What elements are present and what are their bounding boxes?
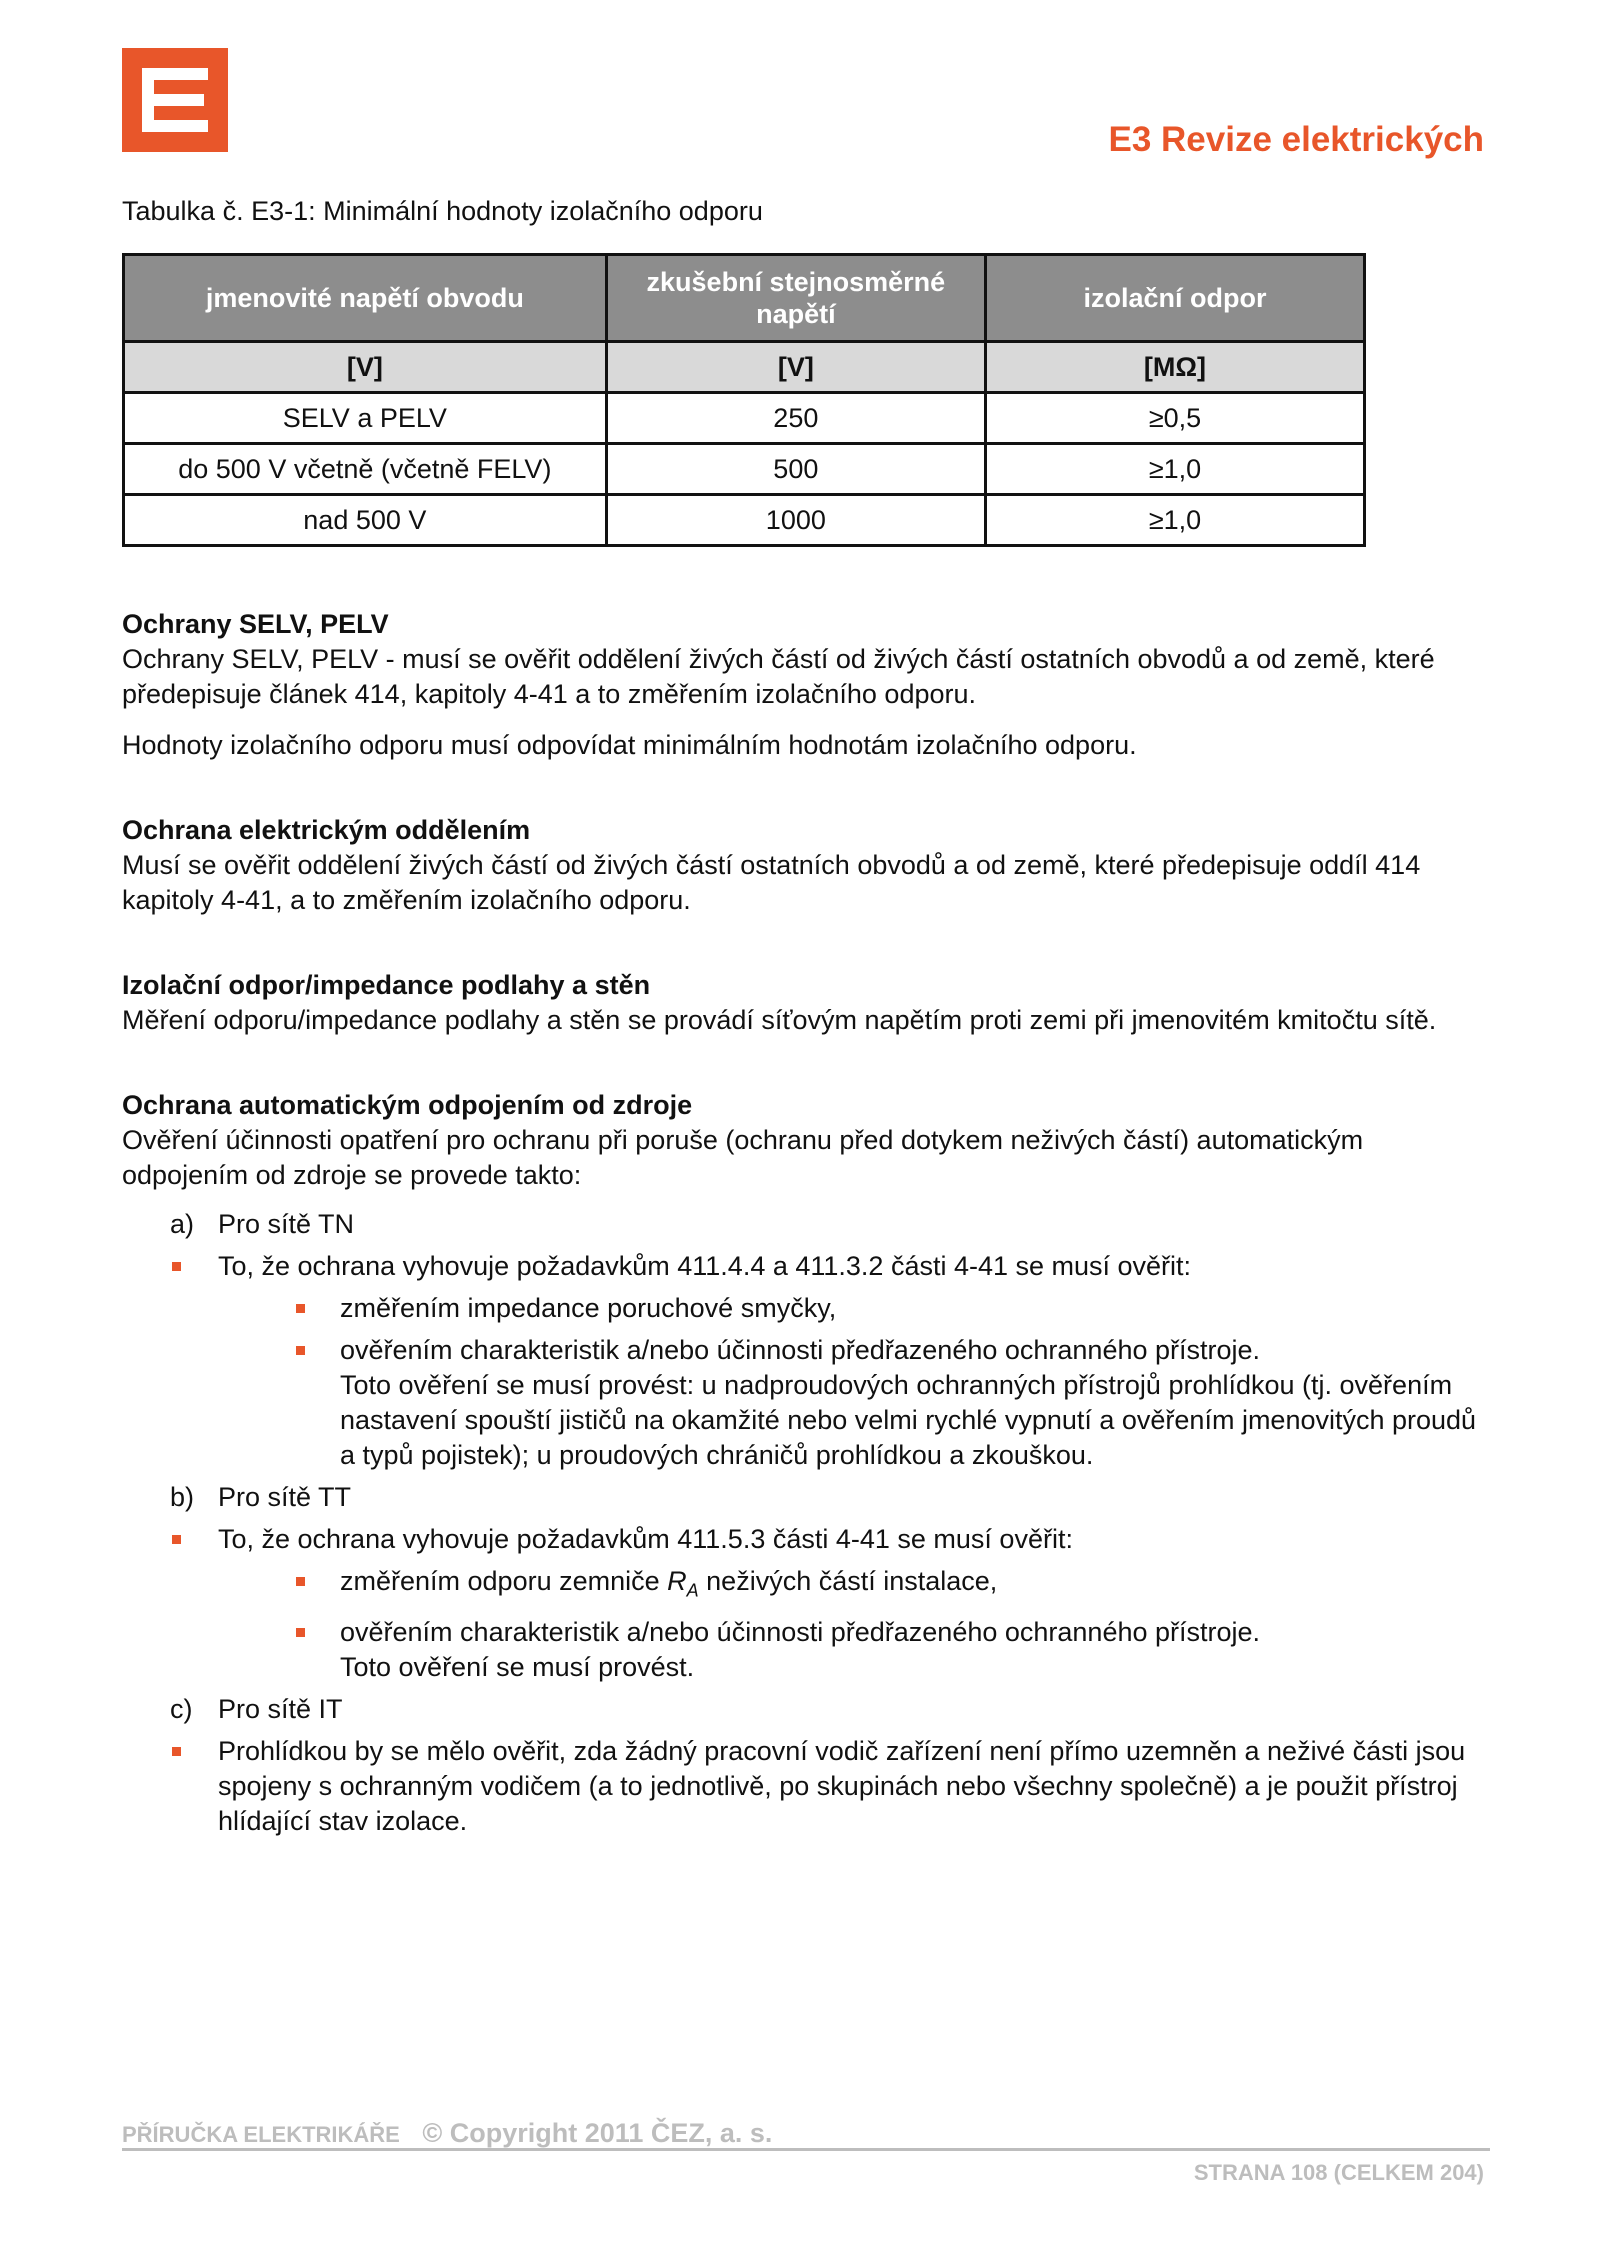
table-cell: 1000 (606, 495, 985, 546)
list-item (122, 1249, 1484, 1284)
table-cell: ≥1,0 (985, 444, 1364, 495)
square-bullet-icon (296, 1304, 305, 1313)
table-cell: ≥1,0 (985, 495, 1364, 546)
list-marker: b) (170, 1482, 195, 1512)
list-text: To, že ochrana vyhovuje požadavkům 411.4.4 a 411.3.2 části 4-41 se musí ověřit: (218, 1251, 1192, 1281)
footer-copyright: © Copyright 2011 ČEZ, a. s. (422, 2118, 773, 2148)
section-selv (122, 607, 1484, 763)
section-separation (122, 813, 1484, 918)
paragraph: Ochrany SELV, PELV - musí se ověřit oddělení živých částí od živých částí ostatních obvodů a od země, které předepisuje článek 414, kapitoly 4-41 a to změřením izolačního odporu. (122, 644, 1435, 709)
list-marker: c) (170, 1694, 193, 1725)
list-item (122, 1522, 1484, 1557)
table-row (124, 393, 1365, 444)
paragraph: Měření odporu/impedance podlahy a stěn se provádí síťovým napětím proti zemi při jmenovitém kmitočtu sítě. (122, 1005, 1437, 1035)
table-header-row (124, 255, 1365, 342)
header-title: E3 Revize elektrických (1108, 120, 1484, 159)
table-header-cell: zkušební stejnosměrné napětí (606, 255, 985, 342)
square-bullet-icon (296, 1628, 305, 1637)
symbol-subscript: A (686, 1580, 699, 1601)
list-text: změřením odporu zemniče $R_A$ neživých částí instalace, (340, 1566, 998, 1601)
table-unit-cell: [V] (606, 342, 985, 393)
table-cell: SELV a PELV (124, 393, 607, 444)
list-label: Pro sítě TT (218, 1482, 352, 1512)
square-bullet-icon (172, 1262, 181, 1271)
table-unit-cell: [V] (124, 342, 607, 393)
list-item (122, 1692, 1484, 1727)
list-text: Prohlídkou by se mělo ověřit, zda žádný pracovní vodič zařízení není přímo uzemněn a neživé části jsou spojeny s ochranným vodičem (a to jednotlivě, po skupinách nebo všechny společně) a je použit přístroj hlídající stav izolace. (218, 1736, 1466, 1837)
paragraph: Musí se ověřit oddělení živých částí od živých částí ostatních obvodů a od země, které předepisuje oddíl 414 kapitoly 4-41, a to změřením izolačního odporu. (122, 850, 1421, 915)
table-header-cell: jmenovité napětí obvodu (124, 255, 607, 342)
insulation-table (122, 253, 1366, 547)
footer-title (122, 2118, 772, 2149)
list-label: Pro sítě IT (218, 1694, 343, 1725)
square-bullet-icon (172, 1747, 181, 1756)
section-floor (122, 968, 1484, 1038)
square-bullet-icon (296, 1577, 305, 1586)
table-row (124, 444, 1365, 495)
list-marker: a) (170, 1209, 195, 1239)
footer-publication: PŘÍRUČKA ELEKTRIKÁŘE (122, 2122, 400, 2147)
table-cell: nad 500 V (124, 495, 607, 546)
table-unit-cell: [MΩ] (985, 342, 1364, 393)
list-note: Toto ověření se musí provést: u nadproudových ochranných přístrojů prohlídkou (tj. ověřením nastavení spouští jističů na okamžité nebo velmi rychlé vypnutí a ověřením jmenovitých proudů a typů pojistek); u proudových chráničů prohlídkou a zkouškou. (340, 1370, 1477, 1470)
paragraph: Hodnoty izolačního odporu musí odpovídat minimálním hodnotám izolačního odporu. (122, 730, 1137, 760)
table-row (124, 495, 1365, 546)
list-text: změřením impedance poruchové smyčky, (340, 1293, 837, 1323)
section-title: Ochrany SELV, PELV (122, 609, 389, 639)
section-title: Izolační odpor/impedance podlahy a stěn (122, 970, 651, 1000)
page-number: STRANA 108 (CELKEM 204) (1193, 2160, 1484, 2185)
section-auto-disconnect (122, 1088, 1484, 1839)
table-units-row (124, 342, 1365, 393)
table-cell: 500 (606, 444, 985, 495)
section-title: Ochrana automatickým odpojením od zdroje (122, 1090, 693, 1120)
section-title: Ochrana elektrickým oddělením (122, 815, 531, 845)
table-caption: Tabulka č. E3-1: Minimální hodnoty izolačního odporu (122, 196, 763, 226)
page-content (122, 194, 1484, 1846)
paragraph: Ověření účinnosti opatření pro ochranu při poruše (ochranu před dotykem neživých částí) automatickým odpojením od zdroje se provede takto: (122, 1125, 1364, 1190)
list-item (122, 1615, 1484, 1685)
table-header-cell: izolační odpor (985, 255, 1364, 342)
square-bullet-icon (172, 1535, 181, 1544)
list-item (122, 1564, 1484, 1608)
list-item (122, 1333, 1484, 1473)
cez-logo-icon (122, 48, 228, 152)
list-label: Pro sítě TN (218, 1209, 355, 1239)
list-text: ověřením charakteristik a/nebo účinnosti předřazeného ochranného přístroje. (340, 1617, 1261, 1648)
list-text: To, že ochrana vyhovuje požadavkům 411.5.3 části 4-41 se musí ověřit: (218, 1524, 1073, 1554)
list-item (122, 1480, 1484, 1515)
list-item (122, 1291, 1484, 1326)
table-cell: do 500 V včetně (včetně FELV) (124, 444, 607, 495)
list-item (122, 1207, 1484, 1242)
table-cell: 250 (606, 393, 985, 444)
footer-divider (122, 2148, 1490, 2151)
symbol-r: R (667, 1566, 687, 1596)
procedure-list (122, 1207, 1484, 1839)
list-item (122, 1734, 1484, 1839)
square-bullet-icon (296, 1346, 305, 1355)
list-note: Toto ověření se musí provést. (340, 1652, 695, 1683)
table-cell: ≥0,5 (985, 393, 1364, 444)
list-text: ověřením charakteristik a/nebo účinnosti předřazeného ochranného přístroje. (340, 1335, 1261, 1365)
